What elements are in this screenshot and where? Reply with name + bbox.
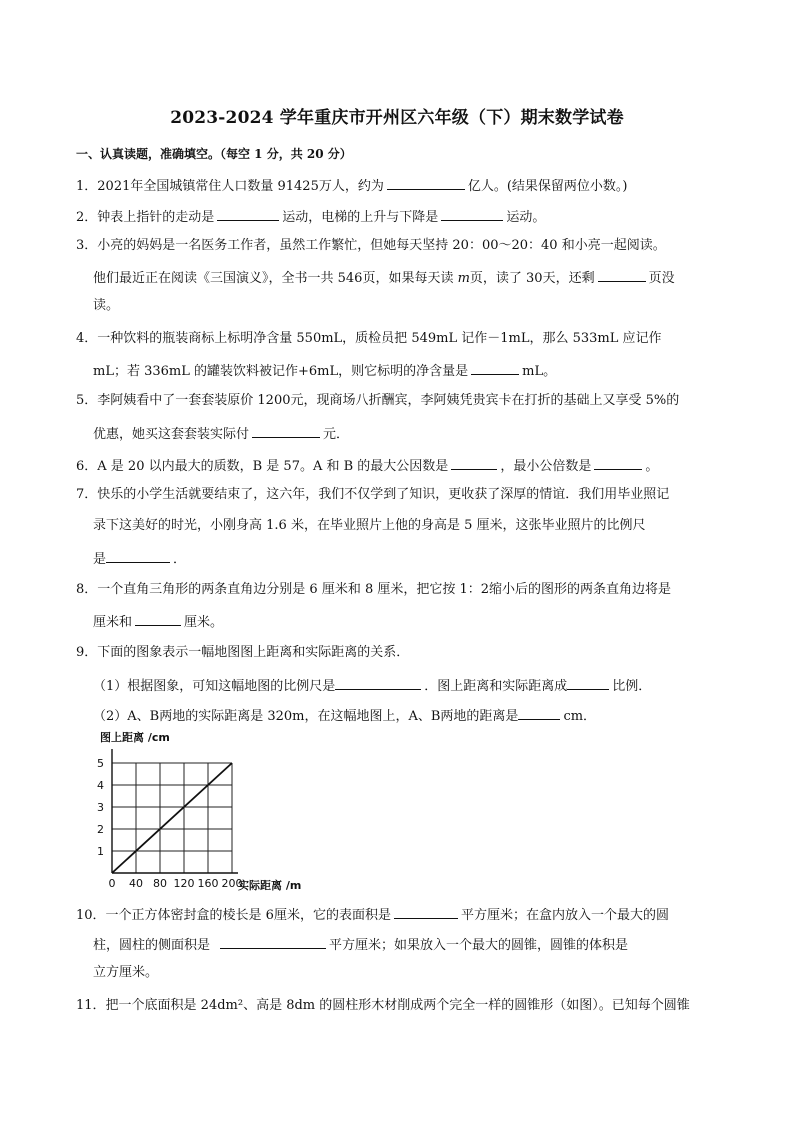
question-7-line-3 (93, 549, 186, 568)
question-number: 5． (76, 393, 98, 408)
y-axis-label: 图上距离 /cm (100, 731, 170, 744)
question-text: 亿人。(结果保留两位小数。) (467, 179, 628, 194)
x-tick-label: 120 (173, 877, 195, 890)
question-3-line-3 (93, 298, 119, 314)
question-text: cm． (563, 709, 597, 724)
answer-blank[interactable] (135, 612, 181, 626)
chart-svg (70, 727, 330, 895)
question-text: 页没 (648, 271, 675, 286)
question-number: 10． (76, 908, 106, 923)
question-text: 快乐的小学生活就要结束了，这六年，我们不仅学到了知识，更收获了深厚的情谊．我们用毕业照记 (97, 487, 670, 502)
question-text: 页，读了 30天，还剩 (469, 271, 595, 286)
question-text: 厘米。 (184, 615, 224, 630)
question-8-line-2 (93, 612, 223, 631)
question-number: 6． (76, 459, 98, 474)
question-10-line-2 (93, 935, 628, 954)
question-text: 立方厘米。 (93, 965, 159, 980)
question-text: 下面的图象表示一幅地图图上距离和实际距离的关系． (97, 645, 410, 660)
chart-axes (112, 749, 238, 873)
question-text: ，最小公倍数是 (500, 459, 592, 474)
y-tick-label: 2 (97, 823, 104, 836)
x-tick-label: 160 (197, 877, 219, 890)
answer-blank[interactable] (567, 676, 609, 690)
question-number: 3． (76, 238, 98, 253)
chart-ticks (97, 757, 243, 890)
answer-blank[interactable] (451, 456, 497, 470)
question-text: 一个正方体密封盒的棱长是 6厘米，它的表面积是 (105, 908, 391, 923)
question-text: ． (173, 552, 187, 567)
question-10-line-3 (93, 965, 158, 981)
distance-chart (70, 727, 330, 895)
answer-blank[interactable] (518, 706, 560, 720)
x-tick-label: 40 (129, 877, 143, 890)
question-5 (76, 393, 679, 409)
question-text: 比例． (612, 679, 652, 694)
question-2 (76, 207, 545, 226)
answer-blank[interactable] (471, 361, 519, 375)
question-5-line-2 (93, 424, 349, 443)
answer-blank[interactable] (594, 456, 642, 470)
question-1 (76, 176, 628, 195)
x-axis-label: 实际距离 /m (238, 879, 302, 892)
question-8 (76, 582, 671, 598)
question-text: 钟表上指针的走动是 (97, 210, 215, 225)
page-title: 2023-2024 学年重庆市开州区六年级（下）期末数学试卷 (170, 108, 624, 128)
question-number: 4． (76, 331, 98, 346)
question-text: 元． (323, 427, 350, 442)
question-number: 11． (76, 998, 106, 1013)
y-tick-label: 1 (97, 845, 104, 858)
question-text: 小亮的妈妈是一名医务工作者，虽然工作繁忙，但她每天坚持 20：00～20：40 和小亮一起阅读。 (97, 238, 666, 253)
question-text: 一个直角三角形的两条直角边分别是 6 厘米和 8 厘米，把它按 1：2缩小后的图形的两条直角边将是 (97, 582, 672, 597)
question-text: 录下这美好的时光，小刚身高 1.6 米，在毕业照片上他的身高是 5 厘米，这张毕业照片的比例尺 (93, 518, 646, 533)
question-text: （1）根据图象，可知这幅地图的比例尺是 (93, 679, 336, 694)
section-heading: 一、认真读题，准确填空。（每空 1 分，共 20 分） (76, 147, 352, 161)
question-3-line-2 (93, 268, 675, 287)
answer-blank[interactable] (598, 268, 646, 282)
question-text: 运动。 (506, 210, 546, 225)
question-10 (76, 905, 669, 924)
x-tick-label: 0 (108, 877, 116, 890)
question-9-sub-1 (93, 676, 651, 695)
question-4-line-2 (93, 361, 556, 380)
question-3 (76, 238, 666, 254)
series-line (112, 763, 232, 873)
question-text: （2）A、B两地的实际距离是 320m，在这幅地图上，A、B两地的距离是 (93, 709, 519, 724)
answer-blank[interactable] (387, 176, 465, 190)
question-text: 。 (645, 459, 659, 474)
question-text: 把一个底面积是 24dm²、高是 8dm 的圆柱形木材削成两个完全一样的圆锥形（如图）。已知每个圆锥 (105, 998, 690, 1013)
y-tick-label: 5 (97, 757, 104, 770)
question-7 (76, 487, 669, 503)
question-text: ．图上距离和实际距离成 (424, 679, 568, 694)
x-tick-label: 200 (221, 877, 243, 890)
question-text: 2021年全国城镇常住人口数量 91425万人，约为 (97, 179, 384, 194)
answer-blank[interactable] (220, 935, 326, 949)
question-9-sub-2 (93, 706, 596, 725)
x-tick-label: 80 (153, 877, 167, 890)
question-number: 2． (76, 210, 98, 225)
chart-series (112, 763, 232, 873)
question-number: 9． (76, 645, 98, 660)
question-6 (76, 456, 658, 475)
answer-blank[interactable] (441, 207, 503, 221)
answer-blank[interactable] (106, 549, 170, 563)
question-text: 李阿姨看中了一套套装原价 1200元，现商场八折酬宾，李阿姨凭贵宾卡在打折的基础上又享受 5%的 (97, 393, 680, 408)
answer-blank[interactable] (217, 207, 279, 221)
question-text: 厘米和 (93, 615, 133, 630)
question-text: mL。 (522, 364, 557, 379)
question-11 (76, 998, 690, 1014)
question-text: 平方厘米；在盒内放入一个最大的圆 (460, 908, 669, 923)
question-text: 优惠，她买这套套装实际付 (93, 427, 250, 442)
question-number: 1． (76, 179, 98, 194)
question-4 (76, 331, 662, 347)
y-tick-label: 3 (97, 801, 104, 814)
question-text: mL；若 336mL 的罐装饮料被记作+6mL，则它标明的净含量是 (93, 364, 469, 379)
question-7-line-2 (93, 518, 645, 534)
question-text: 运动，电梯的上升与下降是 (282, 210, 439, 225)
variable-m: m (457, 271, 470, 286)
question-text: 柱，圆柱的侧面积是 (93, 938, 211, 953)
question-text: 平方厘米；如果放入一个最大的圆锥，圆锥的体积是 (329, 938, 629, 953)
question-text: 读。 (93, 298, 120, 313)
answer-blank[interactable] (252, 424, 320, 438)
y-tick-label: 4 (97, 779, 104, 792)
question-number: 8． (76, 582, 98, 597)
question-number: 7． (76, 487, 98, 502)
question-9 (76, 645, 409, 661)
answer-blank[interactable] (335, 676, 421, 690)
question-text: 他们最近正在阅读《三国演义》，全书一共 546页，如果每天读 (93, 271, 458, 286)
question-text: 是 (93, 552, 107, 567)
answer-blank[interactable] (394, 905, 458, 919)
question-text: 一种饮料的瓶装商标上标明净含量 550mL，质检员把 549mL 记作－1mL，那么 533mL 应记作 (97, 331, 662, 346)
question-text: A 是 20 以内最大的质数，B 是 57。A 和 B 的最大公因数是 (97, 459, 449, 474)
